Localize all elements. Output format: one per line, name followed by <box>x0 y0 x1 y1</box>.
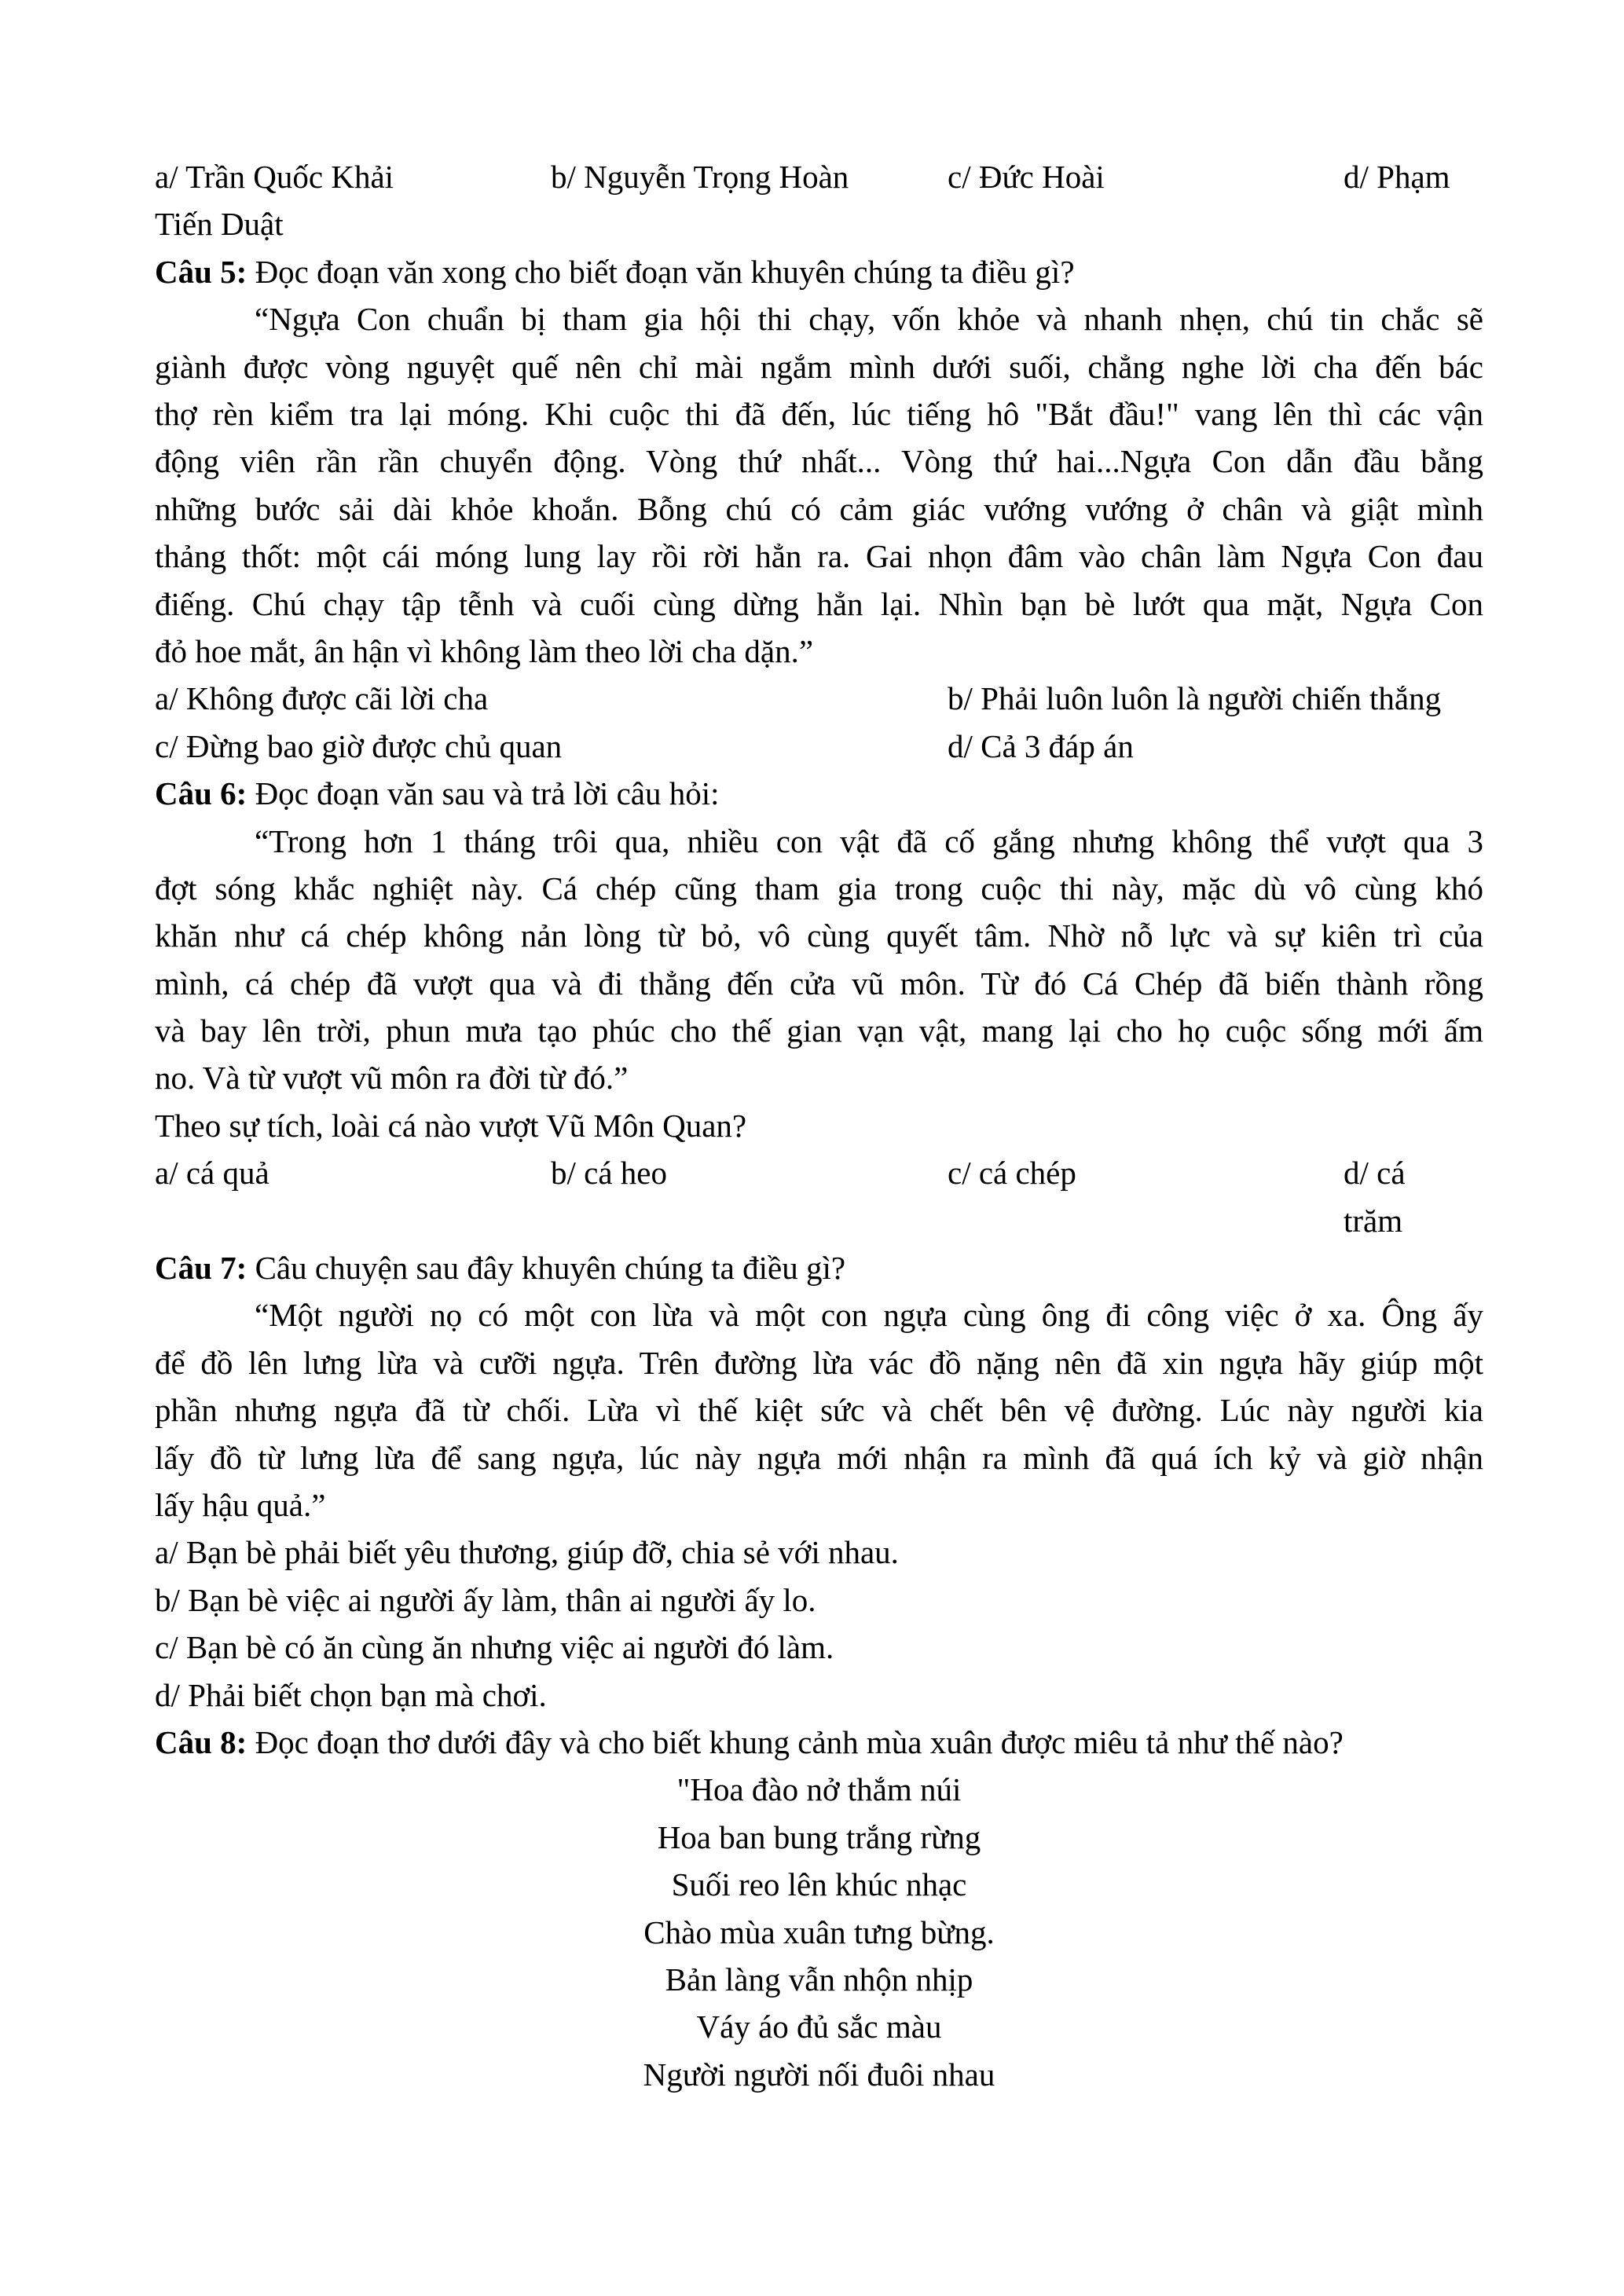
q5-passage <box>155 295 1483 675</box>
poem-line: Suối reo lên khúc nhạc <box>671 1866 967 1903</box>
q7-question: Câu chuyện sau đây khuyên chúng ta điều gì? <box>247 1250 846 1287</box>
poem-line: Người người nối đuôi nhau <box>643 2056 995 2093</box>
q5-options-ab <box>155 675 1483 722</box>
q5-option-a: a/ Không được cãi lời cha <box>155 680 489 717</box>
q6-option-b: b/ cá heo <box>551 1155 667 1192</box>
q7-option-b: b/ Bạn bè việc ai người ấy làm, thân ai người ấy lo. <box>155 1581 816 1618</box>
passage-line: điếng. Chú chạy tập tễnh và cuối cùng dừng hẳn lại. Nhìn bạn bè lướt qua mặt, Ngựa Con <box>155 585 1483 622</box>
q5-heading <box>155 248 1483 295</box>
passage-line: và bay lên trời, phun mưa tạo phúc cho thế gian vạn vật, mang lại cho họ cuộc sống mới ấm <box>155 1013 1483 1049</box>
passage-line: giành được vòng nguyệt quế nên chỉ mài ngắm mình dưới suối, chẳng nghe lời cha đến bác <box>155 348 1483 385</box>
q6-sub-question: Theo sự tích, loài cá nào vượt Vũ Môn Quan? <box>155 1107 747 1144</box>
q7-option-d: d/ Phải biết chọn bạn mà chơi. <box>155 1676 547 1713</box>
q6-options <box>155 1149 1483 1244</box>
poem-line: "Hoa đào nở thắm núi <box>676 1771 962 1808</box>
passage-line: đỏ hoe mắt, ân hận vì không làm theo lời cha dặn.” <box>155 632 814 669</box>
q7-option-c: c/ Bạn bè có ăn cùng ăn nhưng việc ai người đó làm. <box>155 1629 834 1666</box>
passage-line: “Ngựa Con chuẩn bị tham gia hội thi chạy, vốn khỏe và nhanh nhẹn, chú tin chắc sẽ <box>255 301 1483 338</box>
passage-line: lấy hậu quả.” <box>155 1487 326 1524</box>
q7-heading <box>155 1244 1483 1291</box>
q5-option-b: b/ Phải luôn luôn là người chiến thắng <box>948 680 1442 717</box>
q5-options-cd <box>155 723 1483 770</box>
passage-line: mình, cá chép đã vượt qua và đi thẳng đến cửa vũ môn. Từ đó Cá Chép đã biến thành rồng <box>155 965 1483 1002</box>
passage-line: thợ rèn kiểm tra lại móng. Khi cuộc thi đã đến, lúc tiếng hô "Bắt đầu!" vang lên thì các vận <box>155 395 1483 432</box>
q4-option-c: c/ Đức Hoài <box>948 159 1105 195</box>
q6-label: Câu 6: <box>155 775 247 812</box>
passage-line: đợt sóng khắc nghiệt này. Cá chép cũng tham gia trong cuộc thi này, mặc dù vô cùng khó <box>155 870 1483 906</box>
q4-option-d: d/ Phạm Tiến Duật <box>155 159 1450 243</box>
poem-line: Hoa ban bung trắng rừng <box>657 1818 981 1855</box>
q5-label: Câu 5: <box>155 253 247 290</box>
q8-heading <box>155 1719 1483 1766</box>
q8-poem <box>155 1766 1483 2098</box>
q8-question: Đọc đoạn thơ dưới đây và cho biết khung cảnh mùa xuân được miêu tả như thế nào? <box>247 1723 1344 1760</box>
q5-question: Đọc đoạn văn xong cho biết đoạn văn khuyên chúng ta điều gì? <box>247 253 1075 290</box>
passage-line: những bước sải dài khỏe khoắn. Bỗng chú có cảm giác vướng vướng ở chân và giật mình <box>155 490 1483 527</box>
q6-option-c: c/ cá chép <box>948 1155 1076 1192</box>
document-page <box>155 153 1483 2098</box>
passage-line: thảng thốt: một cái móng lung lay rồi rời hẳn ra. Gai nhọn đâm vào chân làm Ngựa Con đau <box>155 538 1483 575</box>
passage-line: khăn như cá chép không nản lòng từ bỏ, vô cùng quyết tâm. Nhờ nỗ lực và sự kiên trì của <box>155 917 1483 954</box>
q4-option-b: b/ Nguyễn Trọng Hoàn <box>551 159 849 195</box>
q7-passage <box>155 1291 1483 1529</box>
poem-line: Bản làng vẫn nhộn nhịp <box>665 1961 973 1998</box>
q8-label: Câu 8: <box>155 1723 247 1760</box>
q4-option-a: a/ Trần Quốc Khải <box>155 159 394 195</box>
q4-options <box>155 153 1483 248</box>
poem-line: Váy áo đủ sắc màu <box>696 2009 942 2045</box>
q6-option-d: d/ cá trăm <box>1344 1155 1406 1239</box>
passage-line: để đồ lên lưng lừa và cưỡi ngựa. Trên đường lừa vác đồ nặng nên đã xin ngựa hãy giúp một <box>155 1344 1483 1381</box>
q7-option-a: a/ Bạn bè phải biết yêu thương, giúp đỡ, chia sẻ với nhau. <box>155 1534 899 1571</box>
passage-line: “Một người nọ có một con lừa và một con ngựa cùng ông đi công việc ở xa. Ông ấy <box>255 1297 1483 1334</box>
q7-label: Câu 7: <box>155 1250 247 1287</box>
q5-option-c: c/ Đừng bao giờ được chủ quan <box>155 727 563 764</box>
passage-line: lấy đồ từ lưng lừa để sang ngựa, lúc này ngựa mới nhận ra mình đã quá ích kỷ và giờ nhận <box>155 1439 1483 1476</box>
q6-question: Đọc đoạn văn sau và trả lời câu hỏi: <box>247 775 720 812</box>
q5-option-d: d/ Cả 3 đáp án <box>948 727 1134 764</box>
q6-option-a: a/ cá quả <box>155 1155 269 1192</box>
q6-heading <box>155 770 1483 817</box>
passage-line: động viên rần rần chuyển động. Vòng thứ nhất... Vòng thứ hai...Ngựa Con dẫn đầu bằng <box>155 443 1483 480</box>
poem-line: Chào mùa xuân tưng bừng. <box>643 1913 995 1950</box>
q6-passage <box>155 818 1483 1102</box>
passage-line: phần nhưng ngựa đã từ chối. Lừa vì thế kiệt sức và chết bên vệ đường. Lúc này người kia <box>155 1392 1483 1429</box>
passage-line: “Trong hơn 1 tháng trôi qua, nhiều con vật đã cố gắng nhưng không thể vượt qua 3 <box>255 822 1483 859</box>
passage-line: no. Và từ vượt vũ môn ra đời từ đó.” <box>155 1060 629 1097</box>
